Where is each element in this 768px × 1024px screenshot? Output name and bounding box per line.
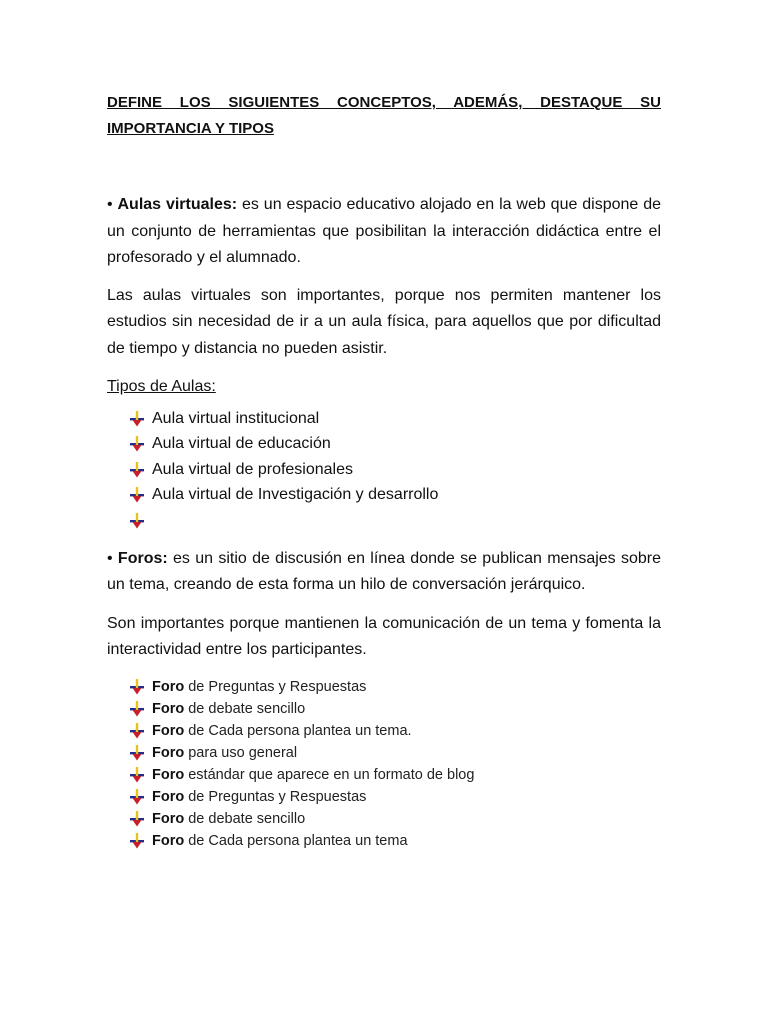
arrow-down-bullet-icon <box>129 513 145 529</box>
foros-type-term: Foro <box>152 678 185 695</box>
arrow-down-bullet-icon <box>129 679 145 695</box>
aulas-type-item <box>129 508 661 534</box>
aulas-type-item <box>129 406 661 432</box>
foros-type-label <box>152 701 305 717</box>
aulas-type-item <box>129 457 661 483</box>
document-title <box>107 90 661 142</box>
aulas-type-label: Aula virtual de Investigación y desarrollo <box>152 486 439 504</box>
arrow-down-bullet-icon <box>129 811 145 827</box>
aulas-types-list <box>129 406 661 534</box>
foros-bullet: • <box>107 549 118 567</box>
foros-type-label <box>152 679 366 695</box>
foros-type-term: Foro <box>152 766 185 783</box>
aulas-type-label: Aula virtual de educación <box>152 435 331 453</box>
foros-type-label <box>152 723 412 739</box>
foros-type-description: de Cada persona plantea un tema <box>184 832 408 849</box>
title-line-1: DEFINE LOS SIGUIENTES CONCEPTOS, ADEMÁS, DESTAQUE SU <box>107 94 661 111</box>
foros-type-description: de Preguntas y Respuestas <box>184 678 367 695</box>
aulas-type-item <box>129 483 661 509</box>
aulas-definition-text: es un espacio educativo alojado en la web que dispone de un conjunto de herramientas que posibilitan la interacción didáctica entre el profesorado y el alumnado. <box>107 196 662 266</box>
foros-type-description: de Preguntas y Respuestas <box>184 788 367 805</box>
foros-type-label <box>152 745 297 761</box>
foros-type-label <box>152 767 474 783</box>
arrow-down-bullet-icon <box>129 833 145 849</box>
aulas-type-label: Aula virtual de profesionales <box>152 460 354 478</box>
aulas-bullet: • <box>107 196 118 213</box>
document-page <box>107 90 661 852</box>
arrow-down-bullet-icon <box>129 789 145 805</box>
arrow-down-bullet-icon <box>129 745 145 761</box>
arrow-down-bullet-icon <box>129 767 145 783</box>
arrow-down-bullet-icon <box>129 701 145 717</box>
aulas-type-item <box>129 432 661 458</box>
foros-type-description: para uso general <box>184 744 298 761</box>
foros-type-term: Foro <box>152 788 185 805</box>
arrow-down-bullet-icon <box>129 462 145 478</box>
foros-type-description: estándar que aparece en un formato de blog <box>184 766 475 783</box>
foros-type-term: Foro <box>152 700 185 717</box>
foros-type-label <box>152 833 408 849</box>
foros-importance: Son importantes porque mantienen la comunicación de un tema y fomenta la interactividad entre los participantes. <box>107 614 661 658</box>
foros-type-label <box>152 789 366 805</box>
foros-types-list <box>129 676 661 852</box>
arrow-down-bullet-icon <box>129 411 145 427</box>
foros-type-description: de debate sencillo <box>184 700 306 717</box>
aulas-importance: Las aulas virtuales son importantes, porque nos permiten mantener los estudios sin necesidad de ir a un aula física, para aquellos que por dificultad de tiempo y distancia no pueden asistir. <box>107 286 661 357</box>
foros-type-term: Foro <box>152 810 185 827</box>
foros-type-item <box>129 764 661 786</box>
foros-term: Foros: <box>117 549 168 567</box>
foros-definition <box>107 546 661 599</box>
aulas-types-heading: Tipos de Aulas: <box>107 378 216 395</box>
arrow-down-bullet-icon <box>129 487 145 503</box>
foros-type-label <box>152 811 305 827</box>
foros-type-description: de debate sencillo <box>184 810 306 827</box>
foros-definition-text: es un sitio de discusión en línea donde se publican mensajes sobre un tema, creando de esta forma un hilo de conversación jerárquico. <box>107 549 662 593</box>
foros-type-term: Foro <box>152 832 185 849</box>
foros-type-description: de Cada persona plantea un tema. <box>184 722 412 739</box>
foros-type-term: Foro <box>152 744 185 761</box>
title-line-2: IMPORTANCIA Y TIPOS <box>107 120 274 137</box>
foros-type-item <box>129 698 661 720</box>
foros-type-item <box>129 742 661 764</box>
aulas-definition <box>107 192 661 272</box>
aulas-type-label: Aula virtual institucional <box>152 409 320 427</box>
foros-type-item <box>129 720 661 742</box>
foros-type-term: Foro <box>152 722 185 739</box>
arrow-down-bullet-icon <box>129 723 145 739</box>
foros-type-item <box>129 786 661 808</box>
foros-type-item <box>129 676 661 698</box>
arrow-down-bullet-icon <box>129 436 145 452</box>
aulas-term: Aulas virtuales: <box>117 196 238 213</box>
foros-type-item <box>129 830 661 852</box>
foros-type-item <box>129 808 661 830</box>
